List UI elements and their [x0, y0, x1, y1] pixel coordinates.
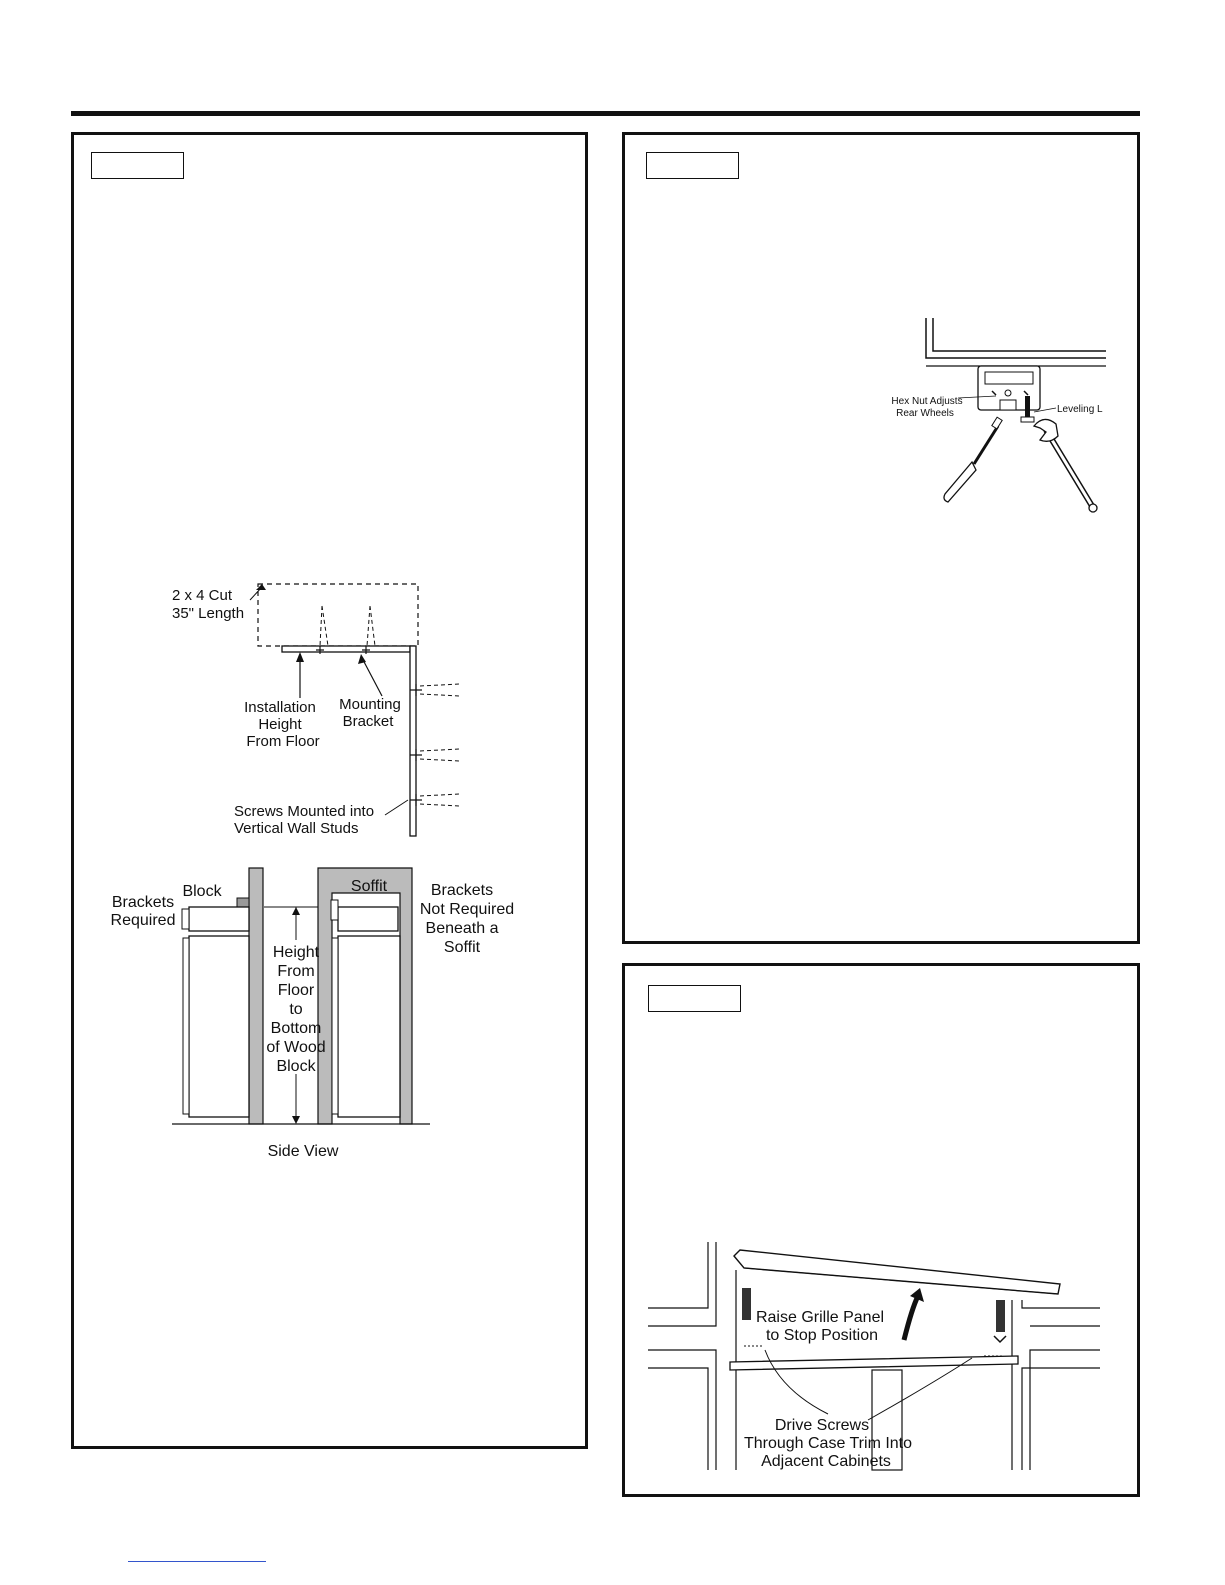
height-line-1: Height: [272, 944, 320, 961]
leveling-diagram: [884, 312, 1110, 520]
not-required-line4: Soffit: [443, 939, 481, 956]
brackets-required-line2: Required: [110, 912, 176, 929]
step-label-box: [648, 985, 741, 1012]
not-required-line2: Not Required: [419, 901, 515, 918]
soffit-label: Soffit: [350, 878, 388, 895]
raise-label-line1: Raise Grille Panel: [755, 1309, 885, 1326]
cut-label-line1: 2 x 4 Cut: [172, 587, 233, 604]
leveling-label: Leveling L: [1057, 404, 1103, 415]
height-line-3: Floor: [277, 982, 315, 999]
not-required-line1: Brackets: [430, 882, 494, 899]
block-label: Block: [182, 883, 222, 900]
installation-label-line1: Installation: [244, 699, 316, 716]
cut-label-line2: 35" Length: [172, 605, 245, 622]
mounting-bracket-diagram: [100, 570, 480, 845]
drive-label-line3: Adjacent Cabinets: [761, 1453, 891, 1470]
side-view-caption: Side View: [267, 1143, 339, 1160]
height-line-7: Block: [276, 1058, 316, 1075]
installation-label-line3: From Floor: [246, 733, 320, 750]
not-required-line3: Beneath a: [425, 920, 499, 937]
installation-label-line2: Height: [258, 716, 302, 733]
height-line-6: of Wood: [266, 1039, 326, 1056]
footer-link-underline[interactable]: [128, 1561, 266, 1562]
height-line-4: to: [289, 1001, 303, 1018]
mounting-label-line2: Bracket: [342, 713, 394, 730]
screws-label-line2: Vertical Wall Studs: [234, 820, 359, 837]
side-view-diagram: [100, 862, 530, 1164]
hex-nut-line2: Rear Wheels: [896, 408, 954, 419]
height-line-5: Bottom: [270, 1020, 322, 1037]
height-line-2: From: [277, 963, 315, 980]
brackets-required-line1: Brackets: [111, 894, 175, 911]
drive-label-line2: Through Case Trim Into: [743, 1435, 913, 1452]
grille-panel-diagram: [640, 1236, 1110, 1472]
mounting-label-line1: Mounting: [339, 696, 401, 713]
step-label-box: [646, 152, 739, 179]
step-label-box: [91, 152, 184, 179]
screws-label-line1: Screws Mounted into: [234, 803, 375, 820]
raise-label-line2: to Stop Position: [765, 1327, 879, 1344]
drive-label-line1: Drive Screws: [774, 1417, 870, 1434]
hex-nut-line1: Hex Nut Adjusts: [891, 396, 963, 407]
right-top-step-panel: [622, 132, 1140, 944]
header-rule: [71, 111, 1140, 116]
